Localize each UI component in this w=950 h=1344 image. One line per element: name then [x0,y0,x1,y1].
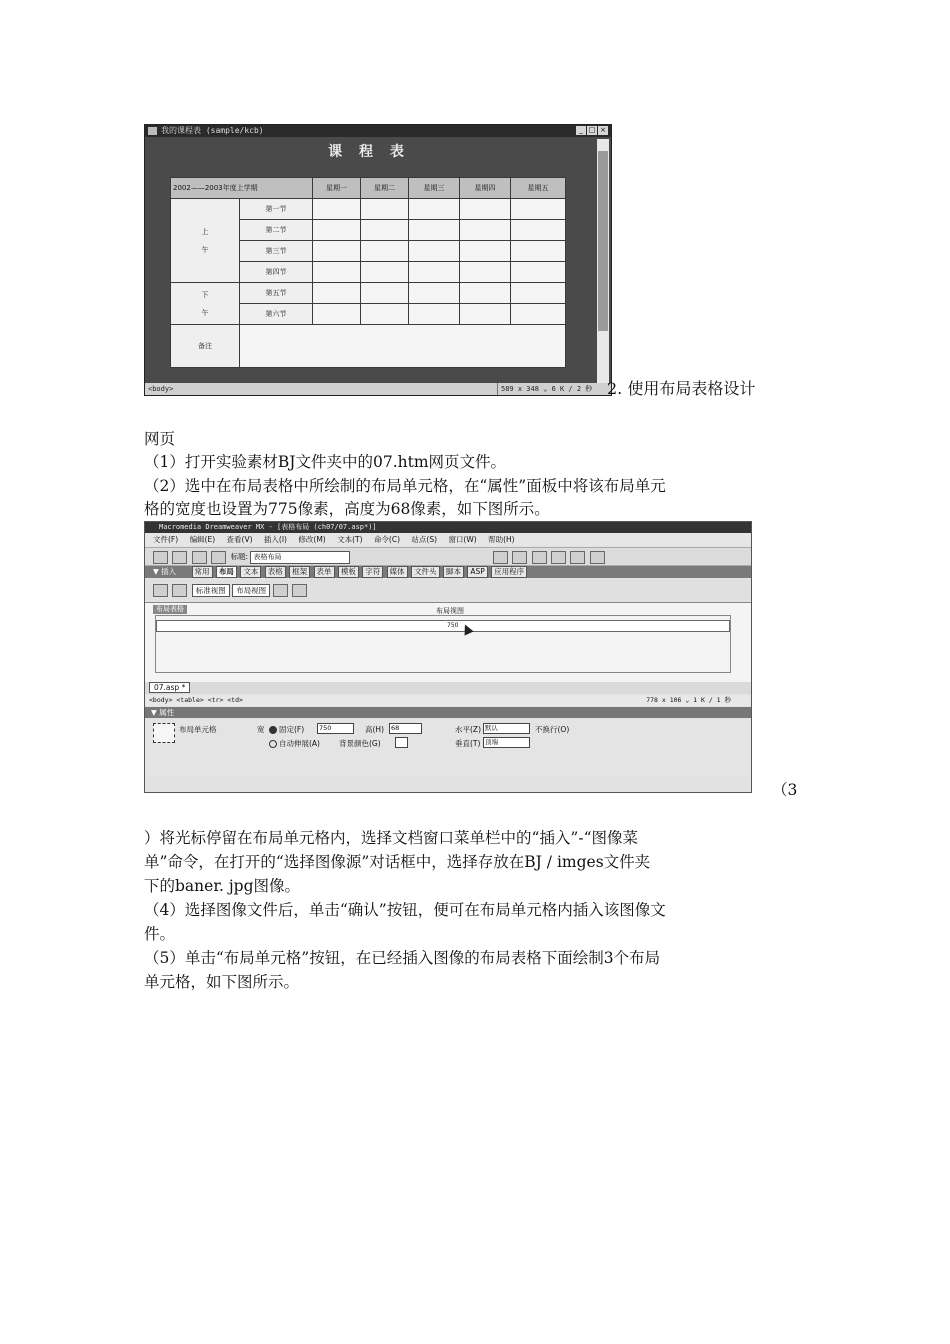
period-label: 第一节 [240,199,313,220]
tag-path[interactable]: <body> <table> <tr> <td> [149,696,243,704]
schedule-cell [409,241,460,262]
cell-width-label: 750 [447,622,459,629]
draw-table-icon[interactable] [273,584,288,597]
step-4-line2: 件。 [144,925,176,943]
course-schedule-screenshot [144,124,612,396]
properties-header[interactable]: ▼ 属性 [145,707,751,718]
morning-label [171,199,240,283]
period-label: 第六节 [240,304,313,325]
radio-empty-icon [269,740,277,748]
tab-application[interactable]: 应用程序 [491,566,527,578]
minimize-button[interactable]: _ [576,126,586,135]
window-icon [148,127,157,135]
schedule-cell [409,199,460,220]
step-2-line1: （2）选中在布局表格中所绘制的布局单元格，在“属性”面板中将该布局单元 [144,477,666,495]
fixed-radio[interactable] [269,724,304,735]
schedule-cell [511,241,566,262]
semester-header: 2002——2003年度上学期 [171,178,313,199]
autostretch-label: 自动伸展(A) [279,739,320,748]
schedule-cell [460,241,511,262]
code-nav-icon[interactable] [570,551,585,564]
schedule-cell [460,199,511,220]
schedule-cell [313,241,361,262]
step-3-line1: ）将光标停留在布局单元格内，选择文档窗口菜单栏中的“插入”-“图像菜 [144,829,639,847]
draw-cell-icon[interactable] [292,584,307,597]
schedule-cell [313,262,361,283]
schedule-cell [511,220,566,241]
document-toolbar [145,547,751,566]
afternoon-label [171,283,240,325]
refresh-icon[interactable] [532,551,547,564]
schedule-cell [511,262,566,283]
step-3-start: （3 [772,781,798,799]
weekday-header: 星期五 [511,178,566,199]
document-tab-bar [145,682,751,694]
schedule-cell [361,199,409,220]
properties-panel [145,719,751,777]
morning-char: 午 [201,245,209,254]
page-heading: 课 程 表 [328,144,410,160]
close-button[interactable]: × [598,126,608,135]
remarks-cell [240,325,566,368]
menu-text[interactable]: 文本(T) [337,535,363,544]
window-titlebar [145,125,611,137]
width-input[interactable]: 750 [317,723,354,734]
weekday-header: 星期三 [409,178,460,199]
nowrap-label[interactable]: 不换行(O) [535,725,570,734]
tab-frames[interactable]: 框架 [289,566,310,578]
tab-characters[interactable]: 字符 [362,566,383,578]
reference-icon[interactable] [551,551,566,564]
radio-selected-icon [269,726,277,734]
period-label: 第四节 [240,262,313,283]
autostretch-radio[interactable] [269,738,320,749]
layout-view-bar [145,580,751,600]
live-data-icon[interactable] [211,551,226,564]
layout-cell-icon[interactable] [172,584,187,597]
horz-label: 水平(Z) [455,725,481,734]
height-input[interactable]: 68 [389,723,422,734]
afternoon-char: 午 [201,308,209,317]
section-heading: 2. 使用布局表格设计 [607,379,756,398]
schedule-cell [460,262,511,283]
period-label: 第五节 [240,283,313,304]
tab-head[interactable]: 文件头 [411,566,440,578]
cell-type-label: 布局单元格 [179,725,217,734]
schedule-cell [361,241,409,262]
fixed-label: 固定(F) [279,725,305,734]
schedule-cell [511,304,566,325]
document-tab[interactable]: 07.asp * [149,682,190,693]
status-bar [145,383,611,395]
dw-menubar [145,533,751,546]
dreamweaver-screenshot [144,521,752,793]
bgcolor-label: 背景颜色(G) [339,739,381,748]
view-options-icon[interactable] [590,551,605,564]
schedule-cell [313,304,361,325]
tab-forms[interactable]: 表单 [314,566,335,578]
menu-file[interactable]: 文件(F) [153,535,179,544]
menu-view[interactable]: 查看(V) [226,535,253,544]
schedule-cell [313,199,361,220]
remarks-label: 备注 [171,325,240,368]
schedule-cell [409,262,460,283]
step-1: （1）打开实验素材BJ文件夹中的07.htm网页文件。 [144,453,507,471]
file-management-icon[interactable] [493,551,508,564]
weekday-header: 星期二 [361,178,409,199]
layout-view-button[interactable]: 布局视图 [232,584,270,597]
schedule-cell [313,220,361,241]
menu-window[interactable]: 窗口(W) [448,535,477,544]
vert-label: 垂直(T) [455,739,481,748]
schedule-cell [460,304,511,325]
period-label: 第二节 [240,220,313,241]
insert-bar [145,566,751,578]
schedule-cell [361,220,409,241]
layout-table-tab[interactable]: 布局表格 [153,605,187,614]
weekday-header: 星期一 [313,178,361,199]
schedule-cell [361,304,409,325]
section-heading-cont: 网页 [144,430,176,448]
tab-script[interactable]: 脚本 [443,566,464,578]
layout-cell[interactable] [156,620,730,632]
period-label: 第三节 [240,241,313,262]
menu-edit[interactable]: 编辑(E) [189,535,216,544]
morning-char: 上 [201,227,209,236]
menu-modify[interactable]: 修改(M) [298,535,326,544]
step-5-line1: （5）单击“布局单元格”按钮，在已经插入图像的布局表格下面绘制3个布局 [144,949,661,967]
status-dimensions: 589 x 348 ⌄ 6 K / 2 秒 [497,383,595,395]
tab-templates[interactable]: 模板 [338,566,359,578]
status-tag[interactable]: <body> [148,385,174,393]
schedule-cell [460,283,511,304]
mouse-cursor-icon [460,622,473,635]
window-size-readout[interactable]: 778 x 106 ⌄ 1 K / 1 秒 [646,696,731,704]
schedule-table [170,177,566,368]
window-title: 我的课程表 (sample/kcb) [161,126,264,135]
vertical-scrollbar[interactable] [597,139,609,383]
tab-tables[interactable]: 表格 [265,566,286,578]
tab-asp[interactable]: ASP [467,566,487,578]
afternoon-char: 下 [201,290,209,299]
tag-selector [145,695,751,706]
step-4-line1: （4）选择图像文件后，单击“确认”按钮，便可在布局单元格内插入该图像文 [144,901,666,919]
schedule-cell [361,283,409,304]
design-canvas[interactable] [145,602,751,684]
vert-select[interactable]: 顶端 [483,737,530,748]
bgcolor-swatch[interactable] [395,737,408,748]
step-3-line2: 单”命令，在打开的“选择图像源”对话框中，选择存放在BJ / imges文件夹 [144,853,651,871]
layout-table-icon[interactable] [153,584,168,597]
title-input[interactable]: 表格布局 [250,551,350,564]
insert-label[interactable]: ▼ 插入 [153,567,177,576]
menu-site[interactable]: 站点(S) [411,535,438,544]
tab-common[interactable]: 常用 [192,566,213,578]
maximize-button[interactable]: □ [588,126,596,134]
split-view-icon[interactable] [172,551,187,564]
schedule-cell [511,283,566,304]
tab-media[interactable]: 媒体 [387,566,408,578]
step-3-line3: 下的baner. jpg图像。 [144,877,301,895]
schedule-cell [511,199,566,220]
menu-insert[interactable]: 插入(I) [263,535,287,544]
layout-view-label: 布局视图 [436,607,464,615]
menu-commands[interactable]: 命令(C) [373,535,401,544]
standard-view-button[interactable]: 标准视图 [192,584,230,597]
schedule-cell [460,220,511,241]
tab-layout[interactable]: 布局 [216,566,237,578]
schedule-cell [313,283,361,304]
schedule-cell [361,262,409,283]
step-2-line2: 格的宽度也设置为775像素，高度为68像素，如下图所示。 [144,500,550,518]
schedule-cell [409,304,460,325]
schedule-cell [409,283,460,304]
design-view-icon[interactable] [192,551,207,564]
code-view-icon[interactable] [153,551,168,564]
tab-text[interactable]: 文本 [240,566,261,578]
weekday-header: 星期四 [460,178,511,199]
width-label: 宽 [257,725,265,734]
height-label: 高(H) [365,725,384,734]
horz-select[interactable]: 默认 [483,723,530,734]
preview-icon[interactable] [512,551,527,564]
scrollbar-thumb[interactable] [598,151,608,331]
schedule-cell [409,220,460,241]
step-5-line2: 单元格，如下图所示。 [144,973,300,991]
layout-cell-icon [153,723,175,743]
dw-window-title: Macromedia Dreamweaver MX - [表格布局 (ch07/07.asp*)] [145,522,751,533]
title-label: 标题: [230,552,249,561]
menu-help[interactable]: 帮助(H) [488,535,515,544]
